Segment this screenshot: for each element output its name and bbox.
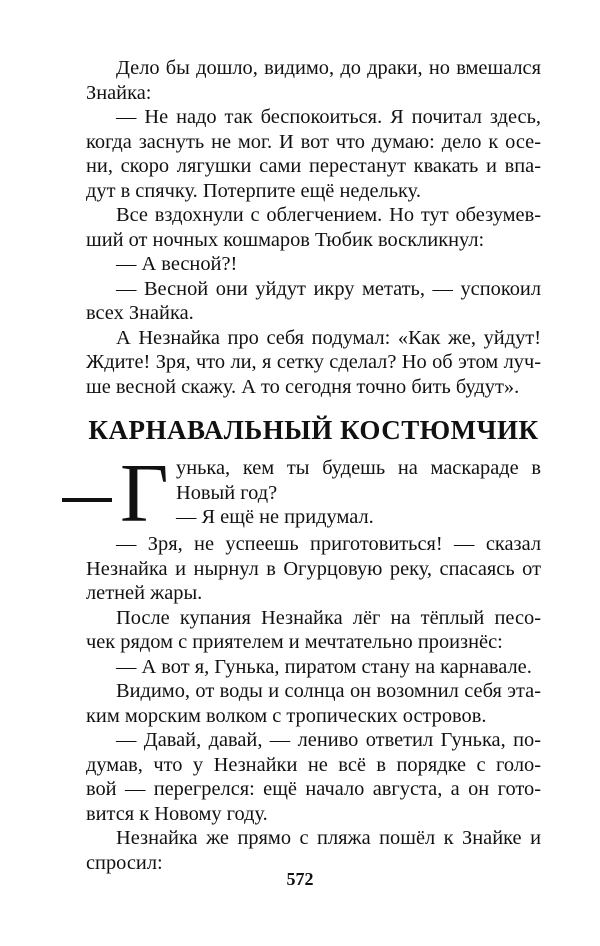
text-line: — А весной?! (116, 253, 238, 275)
text-line: Дело бы дошло, видимо, до драки, но вмешался (116, 57, 541, 79)
dropcap-letter: Г (120, 447, 169, 540)
text-line: унька, кем ты будешь на маскараде в (176, 457, 541, 479)
text-line: Новый год? (176, 481, 278, 504)
text-line: Все вздохнули с облегчением. Но тут обезумев- (116, 204, 541, 226)
text-block-bottom (86, 532, 541, 875)
text-line: ший от ночных кошмаров Тюбик воскликнул: (86, 228, 485, 251)
text-line: думав, что у Незнайки не всё в порядке с голо- (86, 753, 541, 776)
text-line: дут в спячку. Потерпите ещё недельку. (86, 179, 421, 202)
text-line: Видимо, от воды и солнца он возомнил себя эта- (116, 680, 541, 702)
text-line: Знайка: (86, 81, 152, 104)
text-line: Ждите! Зря, что ли, я сетку сделал? Но об этом луч- (86, 351, 541, 373)
page-number: 572 (286, 869, 314, 889)
text-line: когда заснуть не мог. И вот что думаю: дело к осе- (86, 130, 541, 153)
text-line: чек рядом с приятелем и мечтательно произнёс: (86, 631, 503, 653)
text-line: — Весной они уйдут икру метать, — успокоил (116, 277, 541, 300)
dropcap-paragraph (62, 447, 542, 540)
text-line: После купания Незнайка лёг на тёплый песо- (116, 606, 541, 629)
text-line: вится к Новому году. (86, 802, 268, 825)
text-line: Незнайка и нырнул в Огурцовую реку, спасаясь от (86, 557, 541, 580)
text-line: — Я ещё не придумал. (176, 506, 374, 528)
text-line: ше весной скажу. А то сегодня точно бить будут». (86, 375, 520, 398)
text-line: — Зря, не успеешь приготовиться! — сказал (116, 533, 541, 555)
dropcap-dash (62, 498, 112, 502)
text-block-top (86, 56, 541, 399)
text-line: — Давай, давай, — лениво ответил Гунька, по- (116, 729, 541, 751)
text-line: А Незнайка про себя подумал: «Как же, уйдут! (116, 326, 541, 349)
text-line: Незнайка же прямо с пляжа пошёл к Знайке и (116, 827, 541, 849)
text-line: — Не надо так беспокоиться. Я почитал здесь, (116, 106, 541, 128)
dropcap-lines (176, 456, 541, 530)
text-line: вой — перегрелся: ещё начало августа, а он гото- (86, 778, 541, 800)
chapter-heading: КАРНАВАЛЬНЫЙ КОСТЮМЧИК (88, 415, 539, 445)
text-line: ни, скоро лягушки сами перестанут квакать и впа- (86, 155, 541, 177)
text-line: всех Знайка. (86, 302, 194, 324)
text-line: ким морским волком с тропических островов. (86, 704, 487, 727)
text-line: летней жары. (86, 582, 203, 604)
text-line: — А вот я, Гунька, пиратом стану на карнавале. (116, 655, 532, 678)
text-line: спросил: (86, 851, 163, 874)
